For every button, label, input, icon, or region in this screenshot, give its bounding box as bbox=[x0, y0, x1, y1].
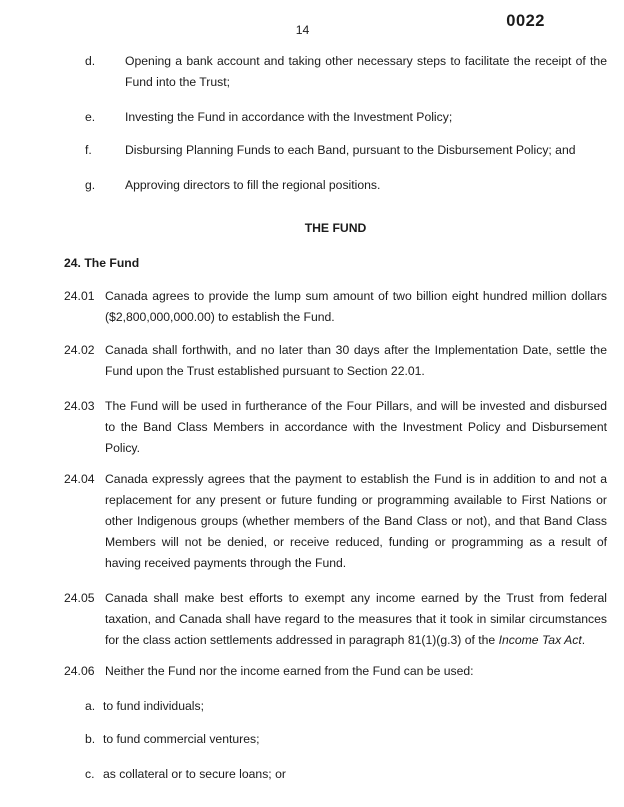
sub-item-b bbox=[85, 729, 607, 750]
clause-24-03 bbox=[64, 396, 607, 459]
clause-number: 24.06 bbox=[64, 664, 95, 678]
list-item-label: f. bbox=[85, 143, 92, 157]
clause-text-start: Canada shall make best efforts to exempt any income earned by the Trust from federal taxation, and Canada shall have regard to the measures that it took in similar circumstances for the class action settlements addressed in paragraph 81(1)(g.3) of the bbox=[105, 591, 607, 647]
sub-item-a bbox=[85, 696, 607, 717]
clause-24-05 bbox=[64, 588, 607, 651]
clause-text bbox=[105, 588, 607, 651]
clause-24-04 bbox=[64, 469, 607, 574]
sub-item-text: as collateral or to secure loans; or bbox=[103, 767, 286, 781]
list-item-text: Opening a bank account and taking other necessary steps to facilitate the receipt of the Fund into the Trust; bbox=[125, 54, 607, 89]
clause-number: 24.02 bbox=[64, 343, 95, 357]
statute-name-italic: Income Tax Act bbox=[498, 633, 582, 647]
clause-text: Canada agrees to provide the lump sum amount of two billion eight hundred million dollars ($2,800,000,000.00) to establish the Fund. bbox=[105, 289, 607, 324]
list-item-text: Disbursing Planning Funds to each Band, pursuant to the Disbursement Policy; and bbox=[125, 143, 576, 157]
list-item-text: Approving directors to fill the regional positions. bbox=[125, 178, 381, 192]
clause-number: 24.05 bbox=[64, 591, 95, 605]
section-heading: THE FUND bbox=[304, 221, 367, 235]
clause-text: Canada shall forthwith, and no later than 30 days after the Implementation Date, settle the Fund upon the Trust established pursuant to Section 22.01. bbox=[105, 343, 607, 378]
document-body bbox=[0, 51, 624, 785]
page-header bbox=[0, 0, 624, 51]
clause-24-02 bbox=[64, 340, 607, 382]
clause-text-end: . bbox=[581, 633, 586, 647]
bates-stamp-number: 0022 bbox=[506, 12, 545, 30]
list-item-g bbox=[85, 175, 607, 196]
sub-item-label: c. bbox=[85, 767, 95, 781]
clause-24-06 bbox=[64, 661, 607, 682]
section-subheading: 24. The Fund bbox=[64, 256, 140, 270]
list-item-label: d. bbox=[85, 54, 96, 68]
sub-item-label: a. bbox=[85, 699, 96, 713]
list-item-label: e. bbox=[85, 110, 96, 124]
clause-number: 24.01 bbox=[64, 289, 95, 303]
page-number: 14 bbox=[295, 23, 310, 37]
list-item-d bbox=[85, 51, 607, 93]
list-item-text: Investing the Fund in accordance with the Investment Policy; bbox=[125, 110, 453, 124]
list-item-e bbox=[85, 107, 607, 128]
sub-item-c bbox=[85, 764, 607, 785]
clause-text: Canada expressly agrees that the payment to establish the Fund is in addition to and not a replacement for any present or future funding or programming available to First Nations or other Indigenous groups (whether members of the Band Class or not), and that Band Class Members will not be denied, or receive reduced, funding or programming as a result of having received payments through the Fund. bbox=[105, 472, 607, 570]
clause-text: Neither the Fund nor the income earned from the Fund can be used: bbox=[105, 664, 474, 678]
list-item-label: g. bbox=[85, 178, 96, 192]
sub-item-text: to fund individuals; bbox=[103, 699, 204, 713]
sub-item-label: b. bbox=[85, 732, 96, 746]
sub-item-text: to fund commercial ventures; bbox=[103, 732, 260, 746]
clause-24-01 bbox=[64, 286, 607, 328]
clause-number: 24.04 bbox=[64, 472, 95, 486]
clause-number: 24.03 bbox=[64, 399, 95, 413]
clause-text: The Fund will be used in furtherance of the Four Pillars, and will be invested and disbursed to the Band Class Members in accordance with the Investment Policy and Disbursement Policy. bbox=[105, 399, 607, 455]
list-item-f bbox=[85, 140, 607, 161]
